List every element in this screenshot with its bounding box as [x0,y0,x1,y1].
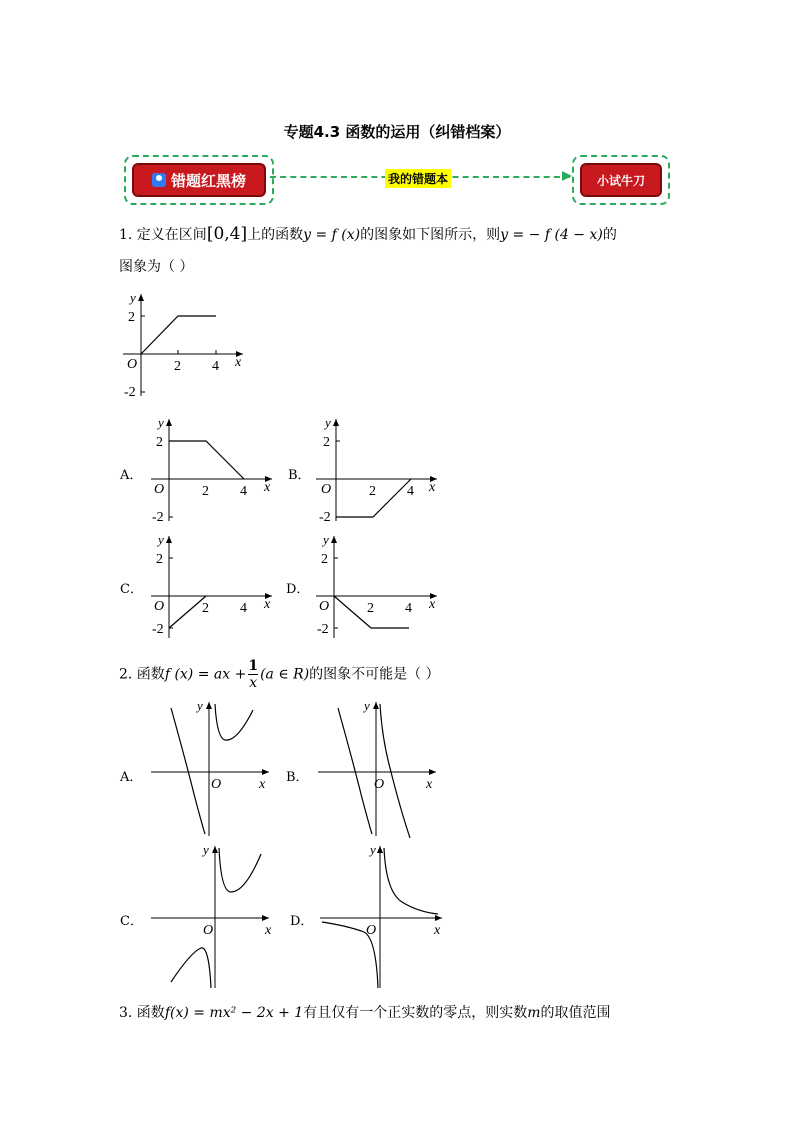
q1-option-d-label: D． [286,582,310,597]
svg-text:O: O [127,357,138,372]
q2-option-a-label: A． [120,770,143,785]
q2-option-b-graph[interactable] [312,698,447,838]
q2-option-c-label: C． [120,914,143,929]
svg-text:2: 2 [202,601,209,616]
q1-option-d-graph[interactable] [310,532,445,640]
arrow-right-icon [562,171,572,181]
q2-option-d-graph[interactable] [318,842,453,990]
q1-stem-line2: 图象为（ ） [119,259,194,275]
svg-text:O: O [203,923,214,938]
svg-text:y: y [197,698,203,713]
q3-stem: 3. 函数f(x) = mx² − 2x + 1有且仅有一个正实数的零点，则实数m的取值范围 [119,1005,611,1021]
svg-text:x: x [429,480,436,495]
svg-text:x: x [264,597,271,612]
q1-option-c-graph[interactable] [145,532,280,640]
q2-stem: 2. 函数f (x) = ax + $\frac{1}{x}$ (a ∈ R)的图象不可能是（ ） [119,658,440,691]
svg-text:4: 4 [405,601,412,616]
page-title: 专题4.3 函数的运用（纠错档案） [283,123,511,141]
svg-text:O: O [321,482,332,497]
svg-text:2: 2 [323,435,330,450]
svg-text:2: 2 [156,552,163,567]
svg-text:y: y [325,415,331,430]
svg-text:4: 4 [240,484,247,499]
q2-option-a-graph[interactable] [145,698,280,838]
svg-text:-2: -2 [317,622,329,637]
banner-right-label: 小试牛刀 [596,173,645,188]
q2-option-c-graph[interactable] [145,842,280,990]
user-icon [152,173,166,187]
svg-text:2: 2 [321,552,328,567]
svg-text:O: O [374,777,385,792]
svg-text:y: y [370,842,376,857]
svg-text:x: x [426,777,433,792]
svg-text:O: O [319,599,330,614]
svg-text:2: 2 [202,484,209,499]
svg-text:2: 2 [156,435,163,450]
svg-text:y: y [323,532,329,547]
banner-left-box [124,155,274,205]
svg-text:O: O [154,482,165,497]
q1-option-b-graph[interactable] [310,415,445,523]
svg-text:x: x [265,923,272,938]
q1-option-a-graph[interactable] [145,415,280,523]
q1-option-c-label: C． [120,582,143,597]
svg-text:x: x [264,480,271,495]
svg-text:-2: -2 [124,385,136,398]
banner-mid-label: 我的错题本 [385,169,451,188]
q2-option-b-label: B． [286,770,309,785]
svg-text:y: y [130,290,136,305]
banner-right-box [572,155,670,205]
svg-text:4: 4 [212,359,219,374]
svg-text:-2: -2 [152,622,164,637]
svg-text:-2: -2 [152,510,164,523]
svg-text:x: x [235,355,242,370]
svg-text:y: y [203,842,209,857]
svg-text:O: O [366,923,377,938]
q1-option-b-label: B． [288,468,311,483]
svg-text:2: 2 [369,484,376,499]
banner-left-label: 错题红黑榜 [170,171,246,190]
svg-text:y: y [158,415,164,430]
q1-stem-line1: 1. 定义在区间[0,4]上的函数y = f (x)的图象如下图所示，则y = − f (4 − x)的 [119,224,617,244]
svg-text:4: 4 [407,484,414,499]
svg-text:4: 4 [240,601,247,616]
svg-text:2: 2 [367,601,374,616]
svg-text:x: x [434,923,441,938]
q2-option-d-label: D． [290,914,314,929]
svg-text:y: y [364,698,370,713]
q1-option-a-label: A． [120,468,143,483]
svg-text:2: 2 [128,310,135,325]
svg-text:-2: -2 [319,510,331,523]
svg-text:2: 2 [174,359,181,374]
q1-main-graph [115,290,250,398]
svg-text:x: x [259,777,266,792]
svg-text:x: x [429,597,436,612]
svg-text:O: O [154,599,165,614]
svg-text:O: O [211,777,222,792]
svg-text:y: y [158,532,164,547]
